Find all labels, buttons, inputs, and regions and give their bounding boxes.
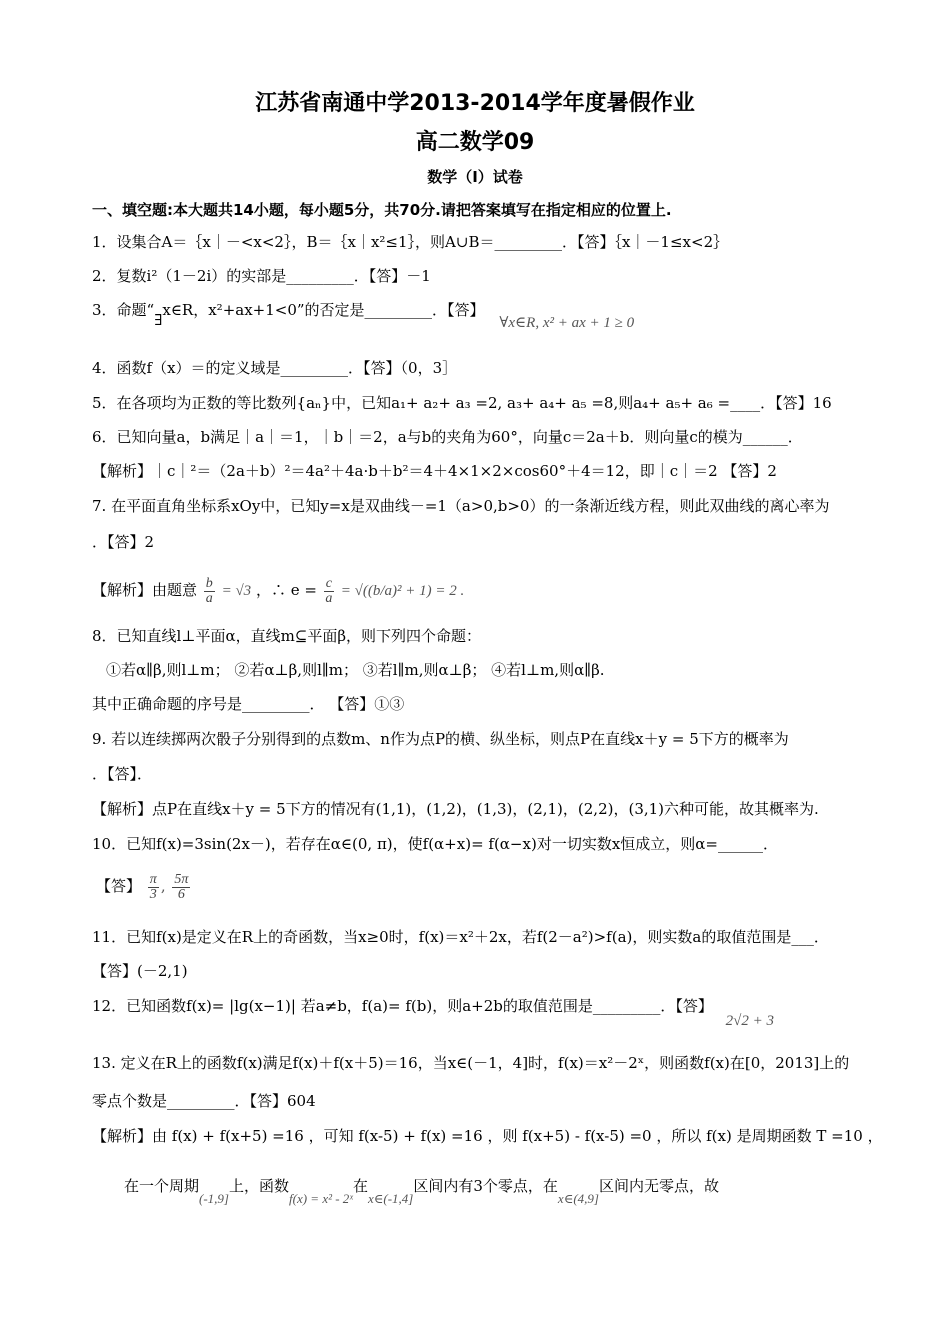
section-heading: 一、填空题:本大题共14小题，每小题5分，共70分.请把答案填写在指定相应的位置上. xyxy=(92,201,672,219)
question-3-text-a: 3．命题“ xyxy=(92,301,155,319)
question-13: 13. 定义在R上的函数f(x)满足f(x)＋f(x＋5)＝16，当x∈(－1，4]时，f(x)＝x²－2ˣ，则函数f(x)在[0，2013]上的 xyxy=(92,1054,850,1072)
question-9-answer: ．【答】． xyxy=(92,765,153,783)
question-5: 5．在各项均为正数的等比数列{aₙ}中，已知a₁+ a₂+ a₃ =2, a₃+ a₄+ a₅ =8,则a₄+ a₅+ a₆ =____．【答】16 xyxy=(92,394,832,412)
question-3 xyxy=(92,300,862,331)
q7-eq-sqrt3: = √3 xyxy=(221,583,252,599)
question-7-solution xyxy=(92,572,862,609)
question-10-answer: 【答】 $\frac{\pi}{3}$ , $\frac{5\pi}{6}$ xyxy=(96,871,189,902)
q7-eccentricity-result: = √((b/a)² + 1) = 2 . xyxy=(340,583,465,599)
question-12-answer: 2√2 + 3 xyxy=(725,1013,774,1029)
question-8-options: ①若α∥β,则l⊥m； ②若α⊥β,则l∥m； ③若l∥m,则α⊥β； ④若l⊥m,则α∥β. xyxy=(106,661,605,679)
document-subtitle: 高二数学09 xyxy=(415,130,535,155)
q7-solution-label: 【解析】由题意 xyxy=(92,581,198,599)
question-11: 11．已知f(x)是定义在R上的奇函数，当x≥0时，f(x)＝x²＋2x，若f(2－a²)>f(a)，则实数a的取值范围是___． xyxy=(92,928,829,946)
question-8: 8．已知直线l⊥平面α，直线m⊆平面β，则下列四个命题： xyxy=(92,627,482,645)
question-6-solution: 【解析】｜c｜²＝（2a＋b）²＝4a²＋4a·b＋b²＝4＋4×1×2×cos60°＋4＝12，即｜c｜＝2 【答】2 xyxy=(92,462,777,480)
question-1: 1．设集合A＝｛x｜－<x<2｝，B＝｛x｜x²≤1｝，则A∪B＝_________．【答】｛x｜－1≤x<2｝ xyxy=(92,233,729,251)
document-title: 江苏省南通中学2013-2014学年度暑假作业 xyxy=(255,91,695,116)
question-10: 10．已知f(x)=3sin(2x－)，若存在α∈(0, π)，使f(α+x)= f(α−x)对一切实数x恒成立，则α=______． xyxy=(92,835,778,853)
question-3-text-b: x∈R，x²+ax+1<0”的否定是_________．【答】 xyxy=(162,301,485,319)
question-12-text: 12．已知函数f(x)= |lg(x−1)| 若a≠b，f(a)= f(b)，则a+2b的取值范围是_________．【答】 xyxy=(92,997,713,1015)
c-over-a-fraction: $\frac{c}{a}$ xyxy=(325,575,333,606)
question-7-answer: ．【答】2 xyxy=(92,533,155,551)
question-9-solution: 【解析】点P在直线x＋y = 5下方的情况有(1,1)，(1,2)，(1,3)，(2,1)，(2,2)，(3,1)六种可能，故其概率为. xyxy=(92,800,819,818)
paper-title: 数学（Ⅰ）试卷 xyxy=(427,168,523,186)
question-8-answer: 其中正确命题的序号是_________． 【答】①③ xyxy=(92,695,405,713)
question-12 xyxy=(92,996,862,1029)
q10-answer-label: 【答】 xyxy=(96,877,142,895)
question-13-solution-continued: 在一个周期(-1,9]上，函数f(x) = x² - 2ˣ在x∈(-1,4]区间内有3个零点，在x∈(4,9]区间内无零点，故 xyxy=(124,1177,719,1206)
question-6: 6．已知向量a，b满足｜a｜＝1，｜b｜＝2，a与b的夹角为60°，向量c＝2a＋b．则向量c的模为______． xyxy=(92,428,803,446)
question-3-answer: ∀x∈R, x² + ax + 1 ≥ 0 xyxy=(499,315,635,331)
question-13-answer: 零点个数是_________．【答】604 xyxy=(92,1092,316,1110)
question-9: 9. 若以连续掷两次骰子分别得到的点数m、n作为点P的横、纵坐标，则点P在直线x＋y = 5下方的概率为 xyxy=(92,730,789,748)
question-4: 4．函数f（x）＝的定义域是_________．【答】（0，3］ xyxy=(92,359,458,377)
5pi-over-6-fraction: $\frac{5\pi}{6}$ xyxy=(174,871,189,902)
question-7: 7. 在平面直角坐标系xOy中，已知y=x是双曲线－=1（a>0,b>0）的一条渐近线方程，则此双曲线的离心率为 xyxy=(92,497,830,515)
question-2: 2．复数i²（1－2i）的实部是_________．【答】－1 xyxy=(92,267,431,285)
b-over-a-fraction: $\frac{b}{a}$ xyxy=(205,575,213,606)
exists-symbol: ∃ xyxy=(154,311,163,329)
q7-therefore: ，∴ e = xyxy=(255,581,317,599)
question-13-solution: 【解析】由 f(x) + f(x+5) =16 ，可知 f(x-5) + f(x) =16 ，则 f(x+5) - f(x-5) =0 ，所以 f(x) 是周期函数 T =10 ， xyxy=(92,1127,883,1145)
pi-over-3-fraction: $\frac{\pi}{3}$ xyxy=(149,871,157,902)
question-11-answer: 【答】(－2,1) xyxy=(92,962,188,980)
